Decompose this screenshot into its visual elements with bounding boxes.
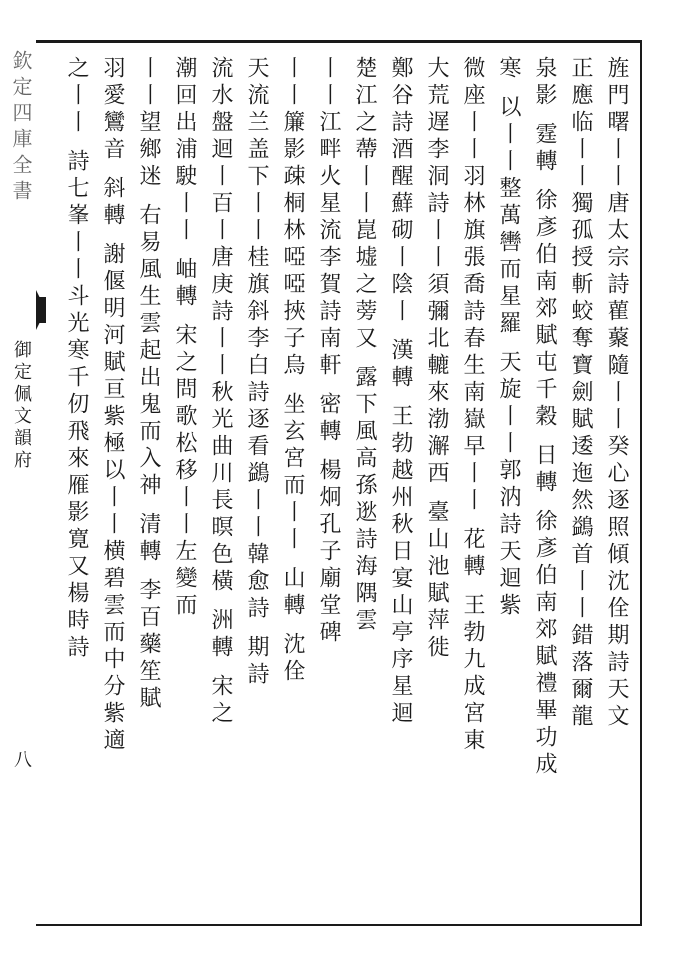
- text-column: 丨丨望鄉迷 右易風生雲起出鬼而入神 清轉 李百藥笙賦: [136, 56, 161, 713]
- page-number: 八: [11, 750, 32, 768]
- text-column: 正應临丨丨獨孤授斬蛟奪寶劍賦逶迤然鷁首丨丨錯落爾龍: [568, 56, 593, 731]
- text-column: 泉影 霆轉 徐彥伯南郊賦屯千穀 日轉 徐彥伯南郊賦禮畢功成: [532, 56, 557, 779]
- text-column: 微座丨丨羽林旗張喬詩春生南嶽早丨丨 花轉 王勃九成宮東: [460, 56, 485, 755]
- center-band-mark: [36, 297, 46, 323]
- text-column: 羽愛鸞音 斜轉 謝偃明河賦亘紫極以丨丨横碧雲而中分紫適: [100, 56, 125, 755]
- text-column: 大荒遅李洞詩丨丨須彌北轆來渤澥西 臺山池賦萍徙: [424, 56, 449, 662]
- text-column: 潮回出浦駛丨丨 岫轉 宋之問歌松移丨丨左變而: [172, 56, 197, 620]
- text-column: 鄭谷詩酒醒蘚砌丨陰丨 漢轉 王勃越州秋日宴山亭序星迴: [388, 56, 413, 728]
- text-column: 寒 以丨丨整萬轡而星羅 天旋丨丨郭汭詩天迴紫: [496, 56, 521, 620]
- margin-book-title: 欽定四庫全書: [9, 50, 33, 206]
- margin-work-title: 御定佩文韻府: [11, 340, 32, 472]
- text-column: 丨丨江畔火星流李賀詩南軒 密轉 楊炯孔子廟堂碑: [316, 56, 341, 647]
- text-column: 楚江之蔕丨丨崑墟之蒡又 露下風高孫逖詩海隅雲: [352, 56, 377, 635]
- text-column: 旌門曙丨丨唐太宗詩雚藂隨丨丨癸心逐照傾沈佺期詩天文: [604, 56, 629, 731]
- text-column: 丨丨簾影疎桐林啞啞挾子烏 坐玄宮而丨丨 山轉 沈佺: [280, 56, 305, 686]
- text-column: 之丨丨 詩七峯丨丨斗光寒千仞飛來雁影寛又楊時詩: [64, 56, 89, 662]
- text-column: 天流兰盖下丨丨桂旗斜李白詩逐看鷁丨丨韓愈詩 期詩: [244, 56, 269, 689]
- text-column: 流水盤迴丨百丨唐庚詩丨丨秋光曲川長暝色橫 洲轉 宋之: [208, 56, 233, 728]
